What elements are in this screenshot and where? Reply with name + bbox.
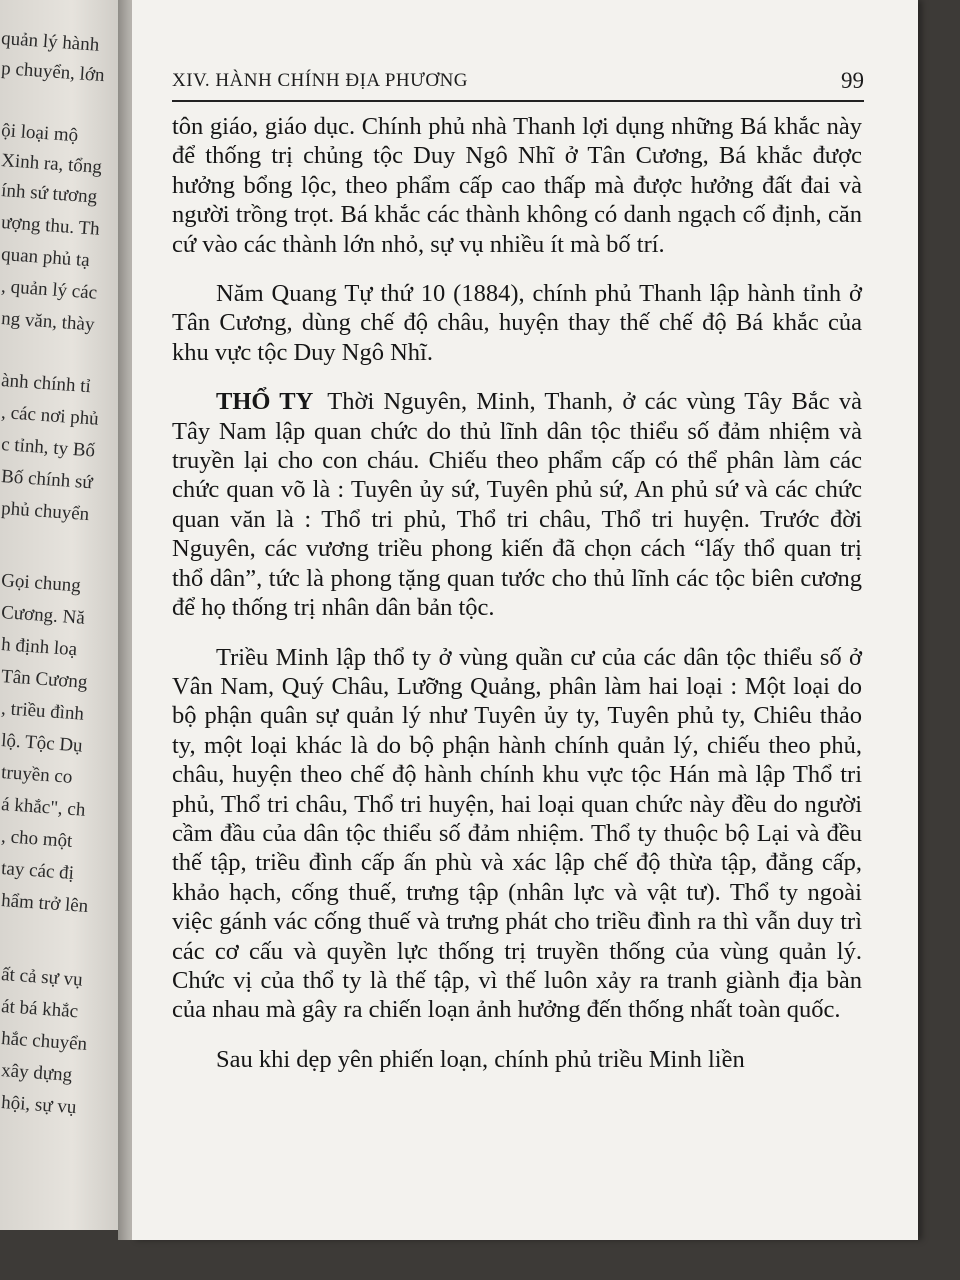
facing-page-text: át bá khắc: [0, 996, 79, 1023]
facing-page-text: lộ. Tộc Dụ: [0, 730, 84, 757]
facing-page-text: , triều đình: [0, 698, 85, 725]
page-body: [172, 112, 862, 1074]
chapter-title: XIV. HÀNH CHÍNH ĐỊA PHƯƠNG: [172, 70, 469, 91]
facing-page-text: , quản lý các: [0, 276, 98, 304]
facing-page-text: c tỉnh, ty Bố: [0, 434, 96, 462]
facing-page-text: xây dựng: [0, 1060, 73, 1086]
facing-page-text: Tân Cương: [0, 666, 89, 693]
running-header: [172, 58, 864, 102]
facing-page-text: hội, sự vụ: [0, 1092, 78, 1119]
facing-page-text: quan phủ tạ: [0, 244, 91, 272]
facing-page-text: ất cả sự vụ: [0, 964, 84, 991]
entry-term: THỔ TY: [216, 388, 314, 416]
facing-page: [0, 0, 120, 1230]
page-number: 99: [841, 68, 864, 93]
paragraph-entry: [172, 387, 862, 622]
entry-text: Thời Nguyên, Minh, Thanh, ở các vùng Tây Bắc và Tây Nam lập quan chức do thủ lĩnh dân tộc thiểu số đảm nhiệm và truyền lại cho con cháu. Chiếu theo phẩm cấp có thể phân làm các chức quan võ là : Tuyên ủy sứ, Tuyên phủ sứ, An phủ sứ và các chức quan văn là : Thổ tri phủ, Thổ tri châu, Thổ tri huyện. Trước đời Nguyên, các vương triều phong kiến đã chọn cách “lấy thổ quan trị thổ dân”, tức là phong tặng quan tước cho thủ lĩnh các tộc biên cương để họ thống trị nhân dân bản tộc.: [172, 388, 862, 622]
paragraph: Năm Quang Tự thứ 10 (1884), chính phủ Thanh lập hành tỉnh ở Tân Cương, dùng chế độ châu, huyện thay thế chế độ Bá khắc của khu vực tộc Duy Ngô Nhĩ.: [172, 280, 862, 366]
facing-page-text: quản lý hành: [0, 28, 100, 56]
book-page: [132, 0, 918, 1240]
facing-page-text: , các nơi phủ: [0, 402, 100, 430]
facing-page-text: , cho một: [0, 826, 74, 852]
facing-page-text: ượng thu. Th: [0, 212, 101, 240]
facing-page-text: ành chính tỉ: [0, 370, 92, 398]
facing-page-text: Cương. Nă: [0, 602, 86, 629]
paragraph: Triều Minh lập thổ ty ở vùng quần cư của các dân tộc thiểu số ở Vân Nam, Quý Châu, Lưỡng Quảng, phân làm hai loại : Một loại do bộ phận quân sự quản lý như Tuyên ủy ty, Tuyên phủ ty, Chiêu thảo ty, một loại khác là do bộ phận hành chính quản lý, chiếu theo phủ, châu, huyện theo chế độ hành chính khu vực tộc Hán mà lập Thổ tri phủ, Thổ tri châu, Thổ tri huyện, hai loại quan chức này đều do người cầm đầu của dân tộc thiểu số đảm nhiệm. Thổ ty thuộc bộ Lại và đều thế tập, triều đình cấp ấn phù và xác lập chế độ thừa tập, đẳng cấp, khảo hạch, cống thuế, trưng tập (nhân lực và vật tư). Thổ ty ngoài việc gánh vác cống thuế và trưng phát cho triều đình ra thì vẫn duy trì các cơ cấu và quyền lực thống trị truyền thống của vùng quản lý. Chức vị của thổ ty là thế tập, vì thế luôn xảy ra tranh giành địa bàn của nhau mà gây ra chiến loạn ảnh hưởng đến thống nhất toàn quốc.: [172, 643, 862, 1024]
facing-page-text: ng văn, thày: [0, 308, 96, 336]
facing-page-text: tay các đị: [0, 858, 75, 885]
paragraph: tôn giáo, giáo dục. Chính phủ nhà Thanh lợi dụng những Bá khắc này để thống trị chủng tộc Duy Ngô Nhĩ ở Tân Cương, Bá khắc được hưởng bổng lộc, theo phẩm cấp cao thấp mà được hưởng đất đai và người trồng trọt. Bá khắc các thành không có danh ngạch cố định, căn cứ vào các thành lớn nhỏ, sự vụ nhiều ít mà bố trí.: [172, 113, 862, 258]
facing-page-text: Gọi chung: [0, 570, 82, 597]
facing-page-text: Xinh ra, tổng: [0, 150, 103, 178]
facing-page-text: Bố chính sứ: [0, 466, 94, 494]
facing-page-text: phủ chuyển: [0, 498, 90, 526]
facing-page-text: ính sứ tương: [0, 180, 98, 208]
facing-page-text: h định loạ: [0, 634, 78, 661]
facing-page-text: hẩm trở lên: [0, 890, 89, 918]
facing-page-text: truyền co: [0, 762, 74, 788]
facing-page-text: á khắc", ch: [0, 794, 87, 821]
paragraph: Sau khi dẹp yên phiến loạn, chính phủ triều Minh liền: [216, 1045, 745, 1073]
facing-page-text: p chuyển, lớn: [0, 58, 106, 87]
facing-page-text: hắc chuyển: [0, 1028, 88, 1055]
facing-page-text: ội loại mộ: [0, 120, 79, 147]
